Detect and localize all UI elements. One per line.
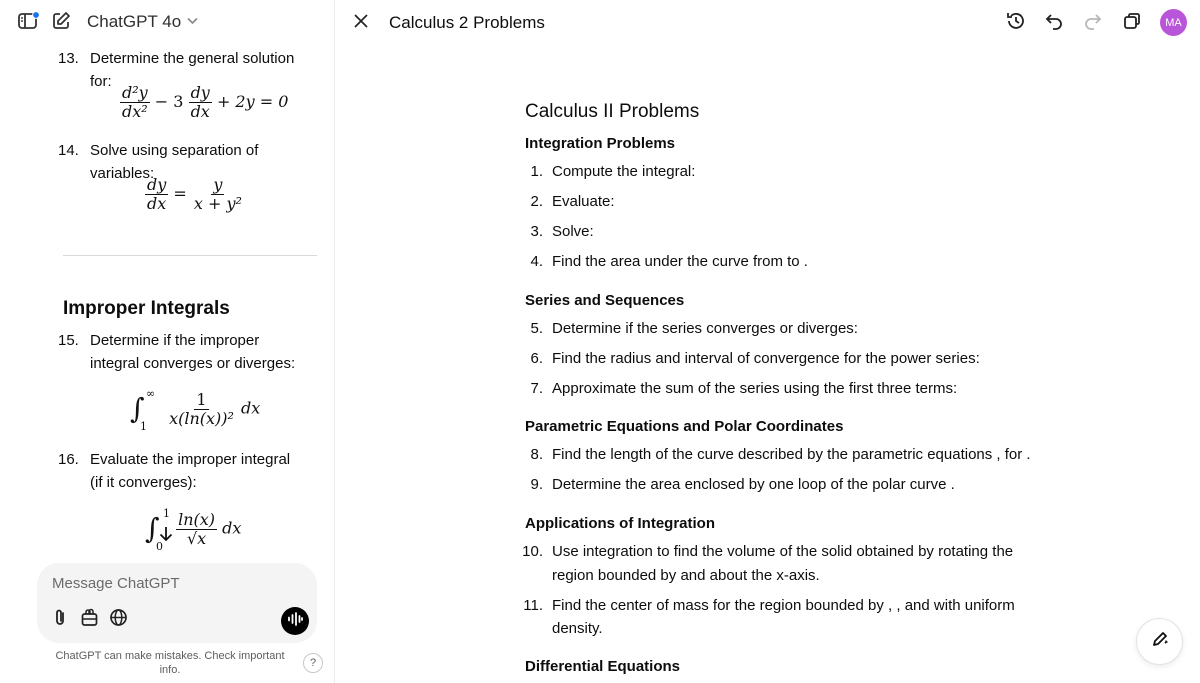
voice-mode-button[interactable] xyxy=(281,607,309,635)
voice-icon xyxy=(287,612,303,631)
list-item-text: Evaluate the improper integral (if it converges): xyxy=(90,451,291,491)
fraction: $\frac{\ln(x)}{√x}$ xyxy=(178,509,216,548)
attach-button[interactable] xyxy=(50,610,70,630)
list-item-continuation: density. xyxy=(552,620,603,637)
sidebar-toggle-button[interactable] xyxy=(16,12,40,34)
list-item: 3. Solve: xyxy=(530,223,594,240)
list-item: 4. Find the area under the curve from to . xyxy=(530,253,808,270)
list-item: 6. Find the radius and interval of convergence for the power series: xyxy=(530,350,980,367)
list-item-number: 13. xyxy=(58,50,79,67)
tools-button[interactable] xyxy=(79,610,99,630)
fraction: $\frac{y}{\text{x + y²}}$ xyxy=(193,175,242,213)
search-web-button[interactable] xyxy=(108,610,128,630)
message-composer xyxy=(37,563,317,643)
canvas-title: Calculus 2 Problems xyxy=(389,13,545,32)
list-item-continuation: region bounded by and about the x-axis. xyxy=(552,567,820,584)
list-item: 7. Approximate the sum of the series using the first three terms: xyxy=(530,380,958,397)
avatar[interactable]: MA xyxy=(1160,9,1187,36)
list-item: 5. Determine if the series converges or diverges: xyxy=(530,320,858,337)
list-item: 1. Compute the integral: xyxy=(530,163,696,180)
scroll-down-button[interactable] xyxy=(156,526,176,546)
list-item: 8. Find the length of the curve described by the parametric equations , for . xyxy=(530,446,1031,463)
copy-button[interactable] xyxy=(1121,12,1143,34)
section-heading: Differential Equations xyxy=(525,658,681,675)
list-item-number: 15. xyxy=(58,332,79,349)
attach-icon xyxy=(51,608,69,633)
list-item: 9. Determine the area enclosed by one loop of the polar curve . xyxy=(530,476,955,493)
copy-icon xyxy=(1122,11,1142,36)
divider xyxy=(63,255,317,256)
edit-suggestions-button[interactable] xyxy=(1136,618,1183,665)
section-heading: Parametric Equations and Polar Coordinates xyxy=(525,418,844,435)
list-item xyxy=(58,139,259,182)
equation-15: ∫ ∞ 1 $\frac{1}{\text{x(ln(x))²}}$ dx xyxy=(130,387,261,433)
help-button[interactable]: ? xyxy=(303,653,323,673)
equation-13: $\frac{\text{d²y}}{\text{dx²}}$ − 3 $\frac{dy}{dx}$ + 2y = 0 xyxy=(122,83,289,121)
model-selector[interactable] xyxy=(87,12,198,32)
undo-button[interactable] xyxy=(1043,12,1065,34)
new-chat-icon xyxy=(51,11,71,36)
fraction: $\frac{dy}{dx}$ xyxy=(147,175,167,213)
list-item-text: Determine if the improper integral converges or diverges: xyxy=(90,332,296,372)
list-item-text: Solve using separation of variables: xyxy=(90,142,259,182)
edit-fab-icon xyxy=(1150,629,1170,654)
list-item: 2. Evaluate: xyxy=(530,193,615,210)
fraction: $\frac{\text{d²y}}{\text{dx²}}$ xyxy=(122,83,148,121)
section-heading: Series and Sequences xyxy=(525,292,685,309)
redo-icon xyxy=(1083,11,1103,36)
disclaimer-text: ChatGPT can make mistakes. Check important info. xyxy=(55,650,285,676)
canvas-panel xyxy=(335,0,1200,683)
close-icon xyxy=(353,13,369,34)
document-heading: Calculus II Problems xyxy=(525,101,700,122)
redo-button[interactable] xyxy=(1082,12,1104,34)
list-item-text: Determine the general solution for: xyxy=(90,50,295,90)
close-canvas-button[interactable] xyxy=(351,13,371,33)
chat-topbar xyxy=(0,0,335,44)
list-item xyxy=(58,329,296,372)
list-item-number: 16. xyxy=(58,451,79,468)
equation-16: ∫ 1 0 $\frac{\ln(x)}{√x}$ dx xyxy=(145,507,242,553)
globe-icon xyxy=(109,608,128,632)
list-item xyxy=(58,47,295,90)
list-item-number: 14. xyxy=(58,142,79,159)
arrow-down-icon xyxy=(159,526,173,547)
sidebar-icon xyxy=(17,11,39,36)
chat-panel xyxy=(0,0,335,683)
section-heading: Improper Integrals xyxy=(63,298,230,319)
fraction: $\frac{1}{\text{x(ln(x))²}}$ xyxy=(169,389,234,428)
chevron-down-icon xyxy=(187,16,198,28)
fraction: $\frac{dy}{dx}$ xyxy=(190,83,210,121)
section-heading: Integration Problems xyxy=(525,135,676,152)
undo-icon xyxy=(1044,11,1064,36)
list-item xyxy=(58,448,291,491)
history-icon xyxy=(1005,10,1027,37)
new-chat-button[interactable] xyxy=(50,12,72,34)
equation-14: $\frac{dy}{dx}$ = $\frac{y}{\text{x + y²}}$ xyxy=(147,175,242,213)
tools-icon xyxy=(80,608,99,632)
model-label: ChatGPT 4o xyxy=(87,12,182,31)
list-item: 11. Find the center of mass for the region bounded by , , and with uniform xyxy=(523,597,1015,614)
message-input[interactable]: Message ChatGPT xyxy=(52,575,180,592)
section-heading: Applications of Integration xyxy=(525,515,715,532)
version-history-button[interactable] xyxy=(1005,12,1027,34)
list-item: 10. Use integration to find the volume of the solid obtained by rotating the xyxy=(522,543,1014,560)
